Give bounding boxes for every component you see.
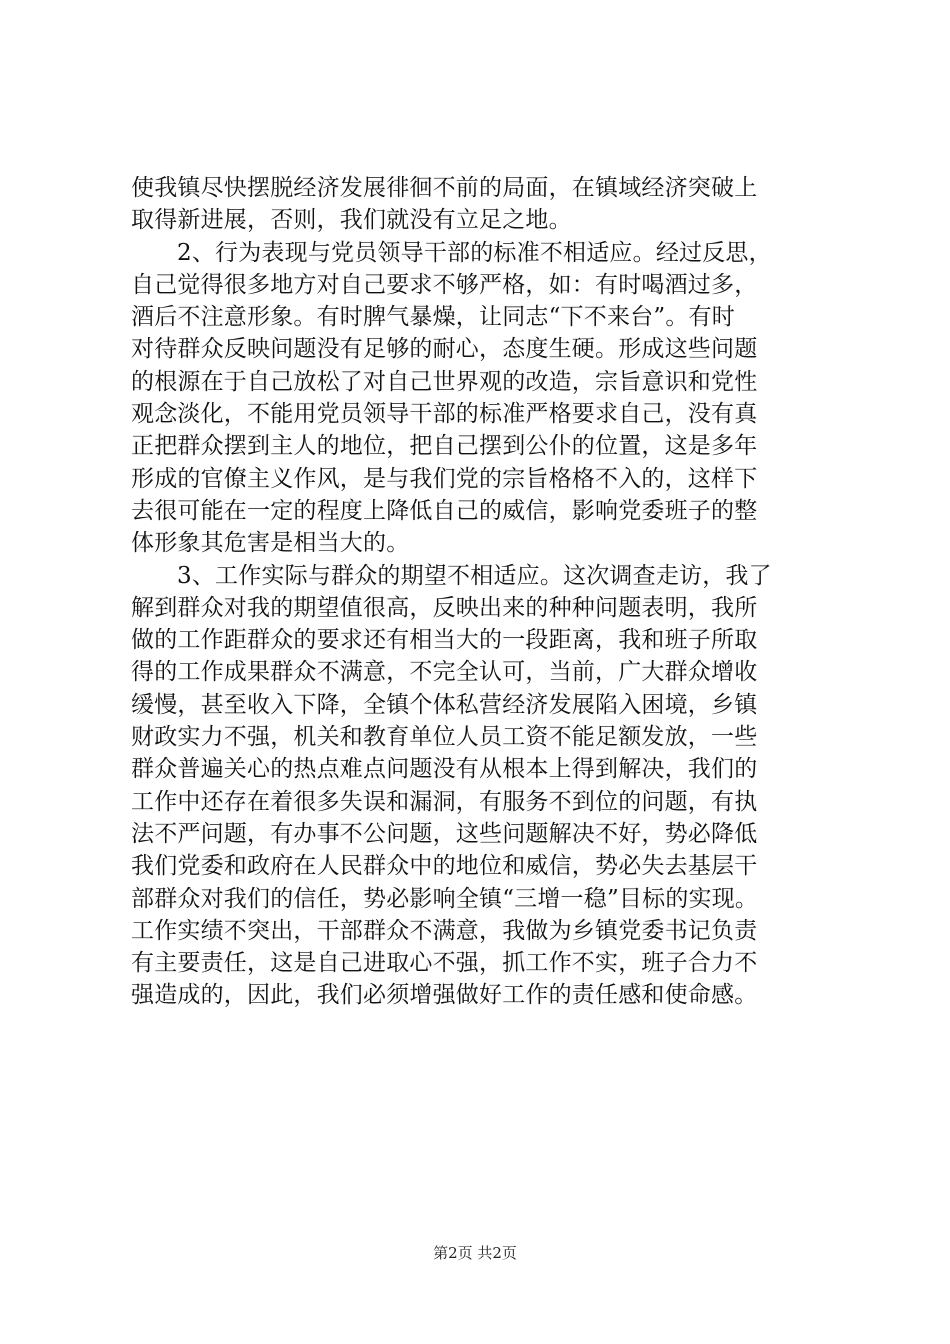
text-line: 财政实力不强，机关和教育单位人员工资不能足额发放，一些	[131, 724, 758, 751]
page-footer: 第2页 共2页	[433, 1244, 517, 1262]
text-line: 的根源在于自己放松了对自己世界观的改造，宗旨意识和党性	[131, 368, 758, 395]
text-line: 缓慢，甚至收入下降，全镇个体私营经济发展陷入困境，乡镇	[131, 691, 758, 718]
text-line: 正把群众摆到主人的地位，把自己摆到公仆的位置，这是多年	[131, 433, 758, 460]
text-line: 群众普遍关心的热点难点问题没有从根本上得到解决，我们的	[131, 756, 758, 783]
text-line: 取得新进展，否则，我们就没有立足之地。	[131, 207, 572, 234]
text-line: 对待群众反映问题没有足够的耐心，态度生硬。形成这些问题	[131, 336, 758, 363]
text-line: 强造成的，因此，我们必须增强做好工作的责任感和使命感。	[131, 982, 758, 1009]
document-body	[131, 172, 831, 1012]
text-line: 自己觉得很多地方对自己要求不够严格，如：有时喝酒过多，	[131, 271, 758, 298]
text-line: 使我镇尽快摆脱经济发展徘徊不前的局面，在镇域经济突破上	[131, 175, 758, 201]
text-line: 体形象其危害是相当大的。	[131, 530, 410, 557]
paragraph-start-line: 3、工作实际与群众的期望不相适应。这次调查走访，我了	[177, 562, 772, 589]
text-line: 有主要责任，这是自己进取心不强，抓工作不实，班子合力不	[131, 950, 758, 977]
text-line: 得的工作成果群众不满意，不完全认可，当前，广大群众增收	[131, 659, 758, 686]
text-line: 酒后不注意形象。有时脾气暴燥，让同志“下不来台”。有时	[131, 304, 735, 331]
text-line: 法不严问题，有办事不公问题，这些问题解决不好，势必降低	[131, 820, 758, 847]
text-line: 解到群众对我的期望值很高，反映出来的种种问题表明，我所	[131, 594, 758, 621]
text-line: 部群众对我们的信任，势必影响全镇“三增一稳”目标的实现。	[131, 885, 759, 912]
paragraph-start-line: 2、行为表现与党员领导干部的标准不相适应。经过反思，	[177, 239, 772, 266]
text-line: 我们党委和政府在人民群众中的地位和威信，势必失去基层干	[131, 853, 758, 880]
text-line: 去很可能在一定的程度上降低自己的威信，影响党委班子的整	[131, 497, 758, 524]
text-line: 形成的官僚主义作风，是与我们党的宗旨格格不入的，这样下	[131, 465, 758, 492]
text-line: 观念淡化，不能用党员领导干部的标准严格要求自己，没有真	[131, 401, 758, 428]
text-line: 工作中还存在着很多失误和漏洞，有服务不到位的问题，有执	[131, 788, 758, 815]
text-line: 工作实绩不突出，干部群众不满意，我做为乡镇党委书记负责	[131, 917, 758, 944]
text-line: 做的工作距群众的要求还有相当大的一段距离，我和班子所取	[131, 627, 758, 654]
